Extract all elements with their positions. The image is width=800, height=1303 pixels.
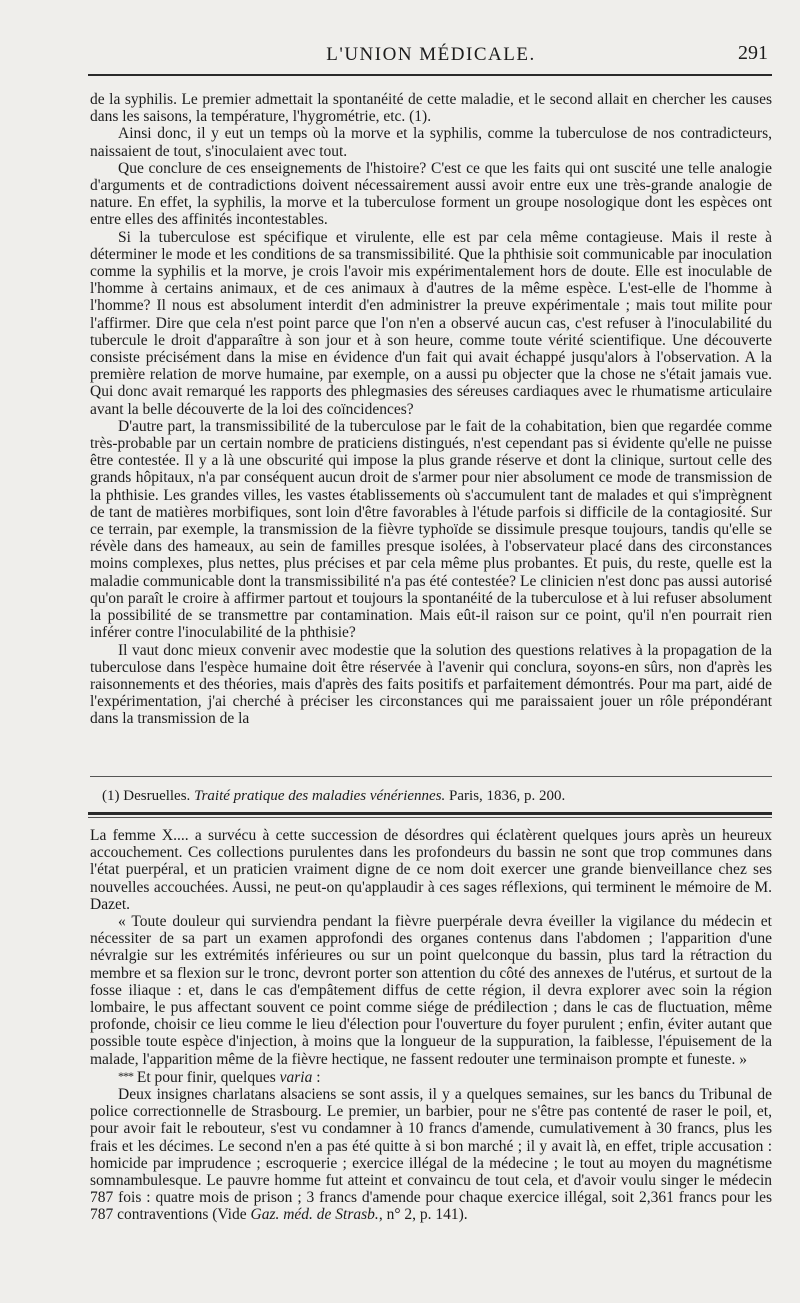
paragraph: Si la tuberculose est spécifique et virulente, elle est par cela même contagieuse. Mais il reste à déterminer le mode et les conditions de sa transmissibilité. Que la phthisie soit communicable par inoculation comme la syphilis et la morve, je crois l'avoir mis expérimentalement hors de doute. Elle est inoculable de l'homme à certains animaux, et de ces animaux à d'autres de la même espèce. L'est-elle de l'homme à l'homme? Il nous est absolument interdit d'en administrer la preuve expérimentale ; mais tout milite pour l'affirmer. Dire que cela n'est point parce que l'on n'en a observé aucun cas, c'est refuser à l'inoculabilité du tubercule le droit d'apparaître à son jour et à son heure, comme toute vérité scientifique. Une découverte consiste précisément dans la mise en évidence d'un fait qui avait échappé jusqu'alors à l'observation. A la première relation de morve humaine, par exemple, on a aussi pu objecter que la chose ne s'était jamais vue. Qui donc avait remarqué les rapports des phlegmasies des séreuses cardiaques avec le rhumatisme articulaire avant la belle découverte de la loi des coïncidences?: [90, 228, 772, 418]
paragraph: Que conclure de ces enseignements de l'histoire? C'est ce que les faits qui ont suscité une telle analogie d'arguments et de contradictions doivent nécessairement aussi avoir entre eux une très-grande analogie de nature. En effet, la syphilis, la morve et la tuberculose forment un groupe nosologique dont les espèces ont entre elles des affinités incontestables.: [90, 159, 772, 229]
footnote-title: Traité pratique des maladies vénériennes.: [194, 788, 446, 804]
quote-paragraph: « Toute douleur qui surviendra pendant la fièvre puerpérale devra éveiller la vigilance du médecin et nécessiter de sa part un examen approfondi des organes contenus dans l'abdomen ; l'apparition d'une névralgie sur les extrémités inférieures ou sur un point quelconque du bassin, plus tard la rétraction du membre et sa flexion sur le tronc, devront porter son attention du côté des annexes de l'utérus, et surtout de la fosse iliaque : et, dans le cas d'empâtement diffus de cette région, il devra explorer avec soin la région lombaire, le pus affectant souvent ce point comme siége de prédilection ; dans le cas de fluctuation, même profonde, choisir ce lieu comme le lieu d'élection pour l'ouverture du foyer purulent ; enfin, éviter autant que possible toute espèce d'injection, à moins que la longueur de la suppuration, la faiblesse, l'épuisement de la malade, l'apparition même de la fièvre hectique, ne fassent redouter une terminaison prompte et funeste. »: [90, 913, 772, 1068]
asterism: ***: [118, 1068, 133, 1083]
footnote-marker: (1) Desruelles.: [102, 788, 191, 804]
paragraph: Il vaut donc mieux convenir avec modestie que la solution des questions relatives à la propagation de la tuberculose dans l'espèce humaine doit être réservée à l'avenir qui conclura, soyons-en sûrs, non d'après les raisonnements et des théories, mais d'après des faits positifs et parfaitement démontrés. Pour ma part, aidé de l'expérimentation, j'ai cherché à préciser les circonstances qui me paraissaient jouer un rôle prépondérant dans la transmission de la: [90, 641, 772, 728]
varia-paragraph: [90, 1086, 772, 1224]
paragraph: de la syphilis. Le premier admettait la spontanéité de cette maladie, et le second allait en chercher les causes dans les saisons, la température, l'hygrométrie, etc. (1).: [90, 91, 772, 126]
section-separator-thin: [88, 817, 772, 818]
bottom-article: [90, 827, 772, 1224]
footnote-rule: [90, 776, 772, 777]
paragraph: D'autre part, la transmissibilité de la tuberculose par le fait de la cohabitation, bien que regardée comme très-probable par un certain nombre de praticiens distingués, n'est cependant pas si évidente qu'elle ne puisse être contestée. Il y a là une obscurité qui impose la plus grande réserve et dont la clinique, surtout celle des grands hôpitaux, n'a par conséquent aucun droit de s'armer pour nier absolument ce mode de transmission de la phthisie. Les grandes villes, les vastes établissements où s'accumulent tant de malades et qui s'imprègnent de tant de matières morbifiques, sont loin d'être favorables à l'étude parfois si difficile de la contagiosité. Sur ce terrain, par exemple, la transmission de la fièvre typhoïde se dissimule presque toujours, tandis qu'elle se révèle dans des hameaux, au sein de familles presque isolées, à l'observateur placé dans des circonstances moins complexes, plus nettes, plus précises et par cela même plus probantes. Et puis, du reste, quelle est la maladie communicable dont la transmissibilité n'a pas été contestée? Le clinicien n'est donc pas aussi autorisé qu'on paraît le croire à affirmer partout et toujours la spontanéité de la tuberculose et à lui refuser absolument la possibilité de se transmettre par contamination. Mais eût-il raison sur ce point, qu'il n'en pourrait rien inférer contre l'inoculabilité de la phthisie?: [90, 417, 772, 642]
varia-word: varia: [279, 1068, 313, 1086]
running-title: L'UNION MÉDICALE.: [326, 44, 536, 65]
paragraph: Ainsi donc, il y eut un temps où la morve et la syphilis, comme la tuberculose de nos contradicteurs, naissaient de tout, s'inoculaient avec tout.: [90, 125, 772, 160]
footnote-rest: Paris, 1836, p. 200.: [449, 788, 566, 804]
top-article: [90, 91, 772, 728]
varia-intro: Et pour finir, quelques: [136, 1068, 276, 1086]
footnote: [90, 787, 772, 805]
page-header: [90, 40, 772, 70]
page-number: 291: [738, 42, 768, 64]
varia-text: Deux insignes charlatans alsaciens se sont assis, il y a quelques semaines, sur les bancs du Tribunal de police correctionnelle de Strasbourg. Le premier, un barbier, pour ne s'être pas contenté de raser le poil, et, pour avoir fait le rebouteur, s'est vu condamner à 10 francs d'amende, cumulativement à 30 francs, plus les frais et les décimes. Le second n'en a pas été quitte à si bon marché ; il y avait là, en effet, triple accusation : homicide par imprudence ; escroquerie ; exercice illégal de la médecine ; le tout au moyen du magnétisme somnambulesque. Le pauvre homme fut atteint et convaincu de tout cela, et d'avoir voulu singer le médecin 787 fois : quatre mois de prison ; 3 francs d'amende pour chaque exercice illégal, soit 2,361 francs pour les 787 contraventions (Vide: [90, 1086, 772, 1224]
header-rule: [88, 74, 772, 76]
varia-end: , n° 2, p. 141).: [378, 1206, 468, 1224]
paragraph: La femme X.... a survécu à cette succession de désordres qui éclatèrent quelques jours après un heureux accouchement. Ces collections purulentes dans les profondeurs du bassin ne sont que trop communes dans l'état puerpéral, et un praticien vraiment digne de ce nom doit exercer une grande bienveillance chez ses nouvelles accouchées. Aussi, ne peut-on qu'applaudir à ces sages réflexions, qui terminent le mémoire de M. Dazet.: [90, 827, 772, 913]
section-separator: [88, 812, 772, 815]
varia-colon: :: [312, 1068, 321, 1086]
varia-citation: Gaz. méd. de Strasb.: [250, 1206, 379, 1224]
varia-heading: [90, 1068, 772, 1086]
